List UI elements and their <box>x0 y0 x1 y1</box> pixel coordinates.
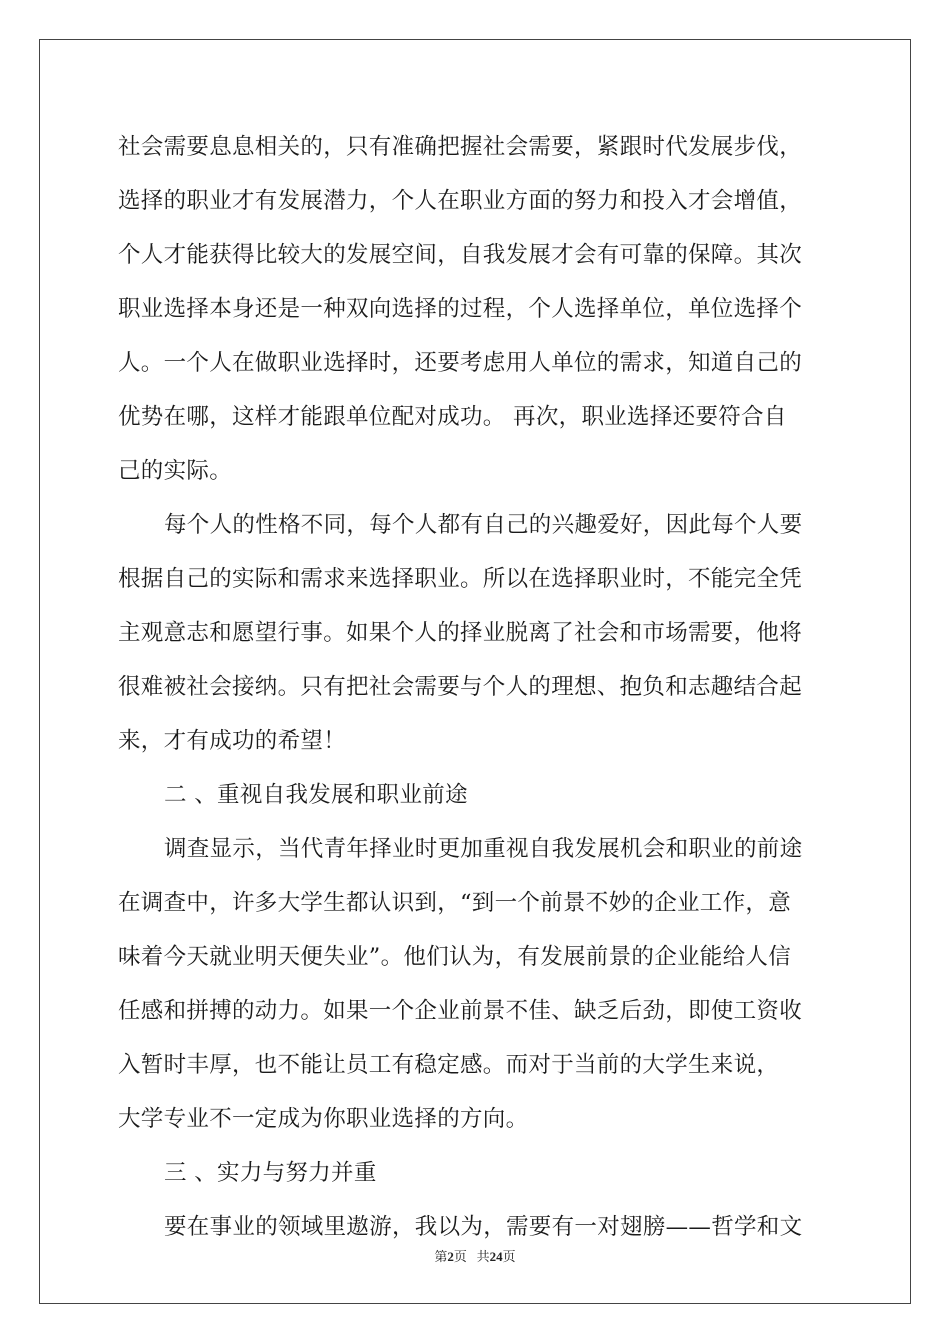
body-line: 大学专业不一定成为你职业选择的方向。 <box>118 1106 529 1132</box>
body-line: 味着今天就业明天便失业”。他们认为，有发展前景的企业能给人信 <box>118 944 792 970</box>
body-line: 在调查中，许多大学生都认识到，“到一个前景不妙的企业工作，意 <box>118 890 792 916</box>
body-line: 主观意志和愿望行事。如果个人的择业脱离了社会和市场需要，他将 <box>118 620 803 646</box>
section-heading-3: 三 、实力与努力并重 <box>164 1160 377 1186</box>
total-pages: 24 <box>489 1249 503 1264</box>
body-line: 入暂时丰厚，也不能让员工有稳定感。而对于当前的大学生来说， <box>118 1052 780 1078</box>
body-line: 任感和拼搏的动力。如果一个企业前景不佳、缺乏后劲，即使工资收 <box>118 998 803 1024</box>
total-suffix: 页 <box>502 1249 516 1264</box>
body-line: 根据自己的实际和需求来选择职业。所以在选择职业时，不能完全凭 <box>118 566 803 592</box>
body-line: 人。一个人在做职业选择时，还要考虑用人单位的需求，知道自己的 <box>118 350 803 376</box>
body-line: 己的实际。 <box>118 458 233 484</box>
page-suffix: 页 <box>453 1249 467 1264</box>
body-line: 社会需要息息相关的，只有准确把握社会需要，紧跟时代发展步伐， <box>118 134 803 160</box>
page-prefix: 第 <box>434 1249 448 1264</box>
section-heading-2: 二 、重视自我发展和职业前途 <box>164 782 468 808</box>
paragraph-start-line: 调查显示，当代青年择业时更加重视自我发展机会和职业的前途 <box>164 836 803 862</box>
document-body <box>118 127 838 1261</box>
page-number: 2 <box>447 1249 454 1264</box>
total-prefix: 共 <box>476 1249 490 1264</box>
page-footer <box>0 1246 950 1265</box>
body-line: 很难被社会接纳。只有把社会需要与个人的理想、抱负和志趣结合起 <box>118 674 803 700</box>
body-line: 个人才能获得比较大的发展空间，自我发展才会有可靠的保障。其次 <box>118 242 803 268</box>
body-line: 来，才有成功的希望！ <box>118 728 347 754</box>
paragraph-start-line: 要在事业的领域里遨游，我以为，需要有一对翅膀——哲学和文 <box>164 1214 803 1240</box>
body-line: 职业选择本身还是一种双向选择的过程，个人选择单位，单位选择个 <box>118 296 803 322</box>
body-line: 优势在哪，这样才能跟单位配对成功。 再次，职业选择还要符合自 <box>118 404 787 430</box>
paragraph-start-line: 每个人的性格不同，每个人都有自己的兴趣爱好，因此每个人要 <box>164 512 803 538</box>
body-line: 选择的职业才有发展潜力，个人在职业方面的努力和投入才会增值， <box>118 188 803 214</box>
